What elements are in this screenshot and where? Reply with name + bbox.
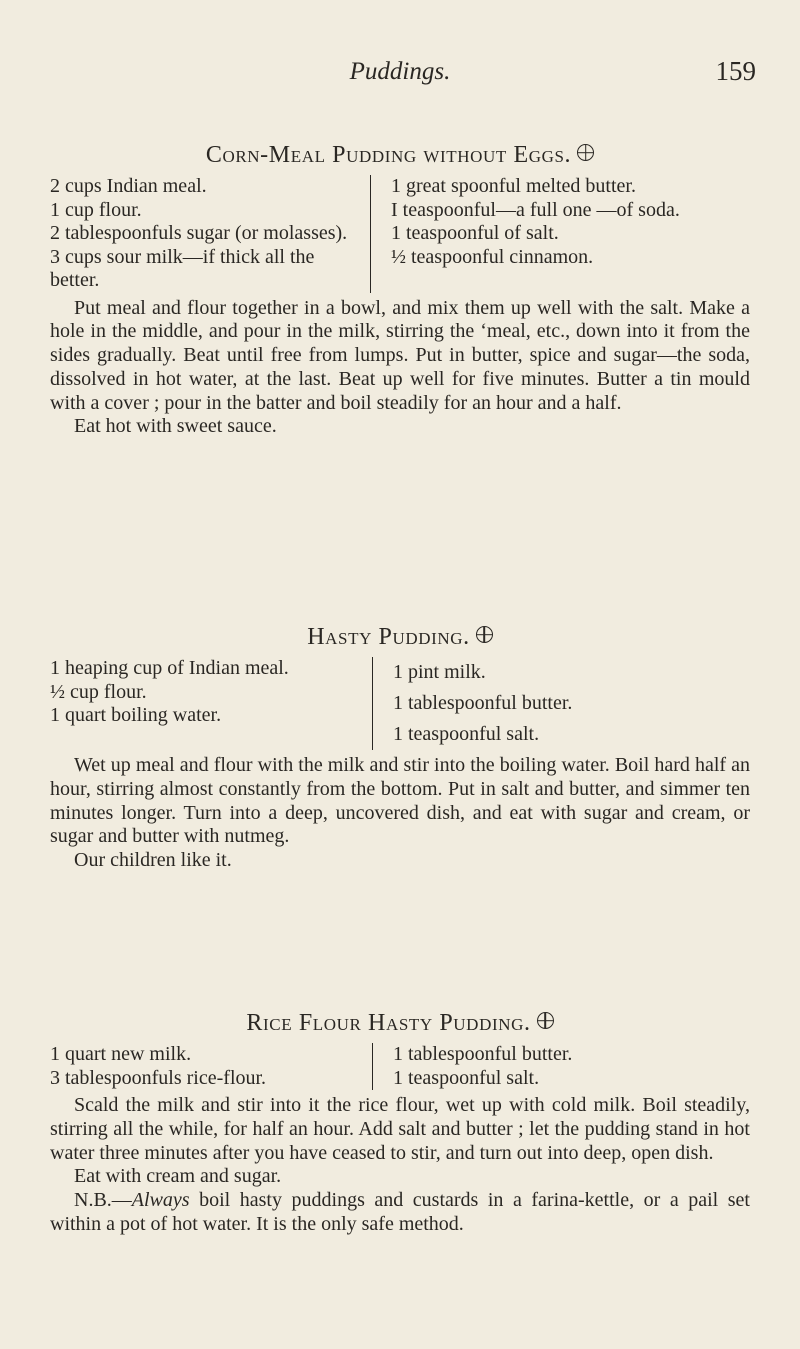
recipe-title: Rice Flour Hasty Pudding.	[50, 1010, 750, 1037]
ingredient-item: 1 quart boiling water.	[50, 704, 222, 726]
direction-paragraph: Wet up meal and flour with the milk and stir into the boiling water. Boil hard half an hour, stirring almost constantly from the bottom. Put in salt and butter, and simmer ten minutes longer. Turn into a deep, uncovered dish, and eat with sugar and cream, or sugar and butter with nutmeg.	[50, 754, 750, 848]
ingredient-item: 3 tablespoonfuls rice-flour.	[50, 1066, 267, 1089]
page-number: 159	[715, 56, 756, 86]
ingredients-list	[50, 657, 750, 750]
ingredients-right-column	[372, 657, 750, 750]
recipe-directions	[50, 297, 750, 440]
running-head	[0, 52, 800, 92]
ingredient-item: 1 teaspoonful of salt.	[391, 222, 559, 244]
direction-paragraph: Put meal and flour together in a bowl, and mix them up well with the salt. Make a hole in the middle, and pour in the milk, stirring the ‘meal, etc., down into it from the sides gradually. Beat until free from lumps. Put in butter, spice and sugar—the soda, dissolved in hot water, at the last. Beat up well for five minutes. Butter a tin mould with a cover ; pour in the batter and boil steadily for an hour and a half.	[50, 296, 750, 414]
note-text: boil hasty puddings and custards in a farina-kettle, or a pail set within a pot of hot water. It is the only safe method.	[50, 1189, 750, 1235]
ingredient-item: 2 tablespoonfuls sugar (or molasses).	[50, 222, 348, 244]
ingredient-item: 1 quart new milk.	[50, 1043, 192, 1065]
running-head-title: Puddings.	[349, 58, 451, 85]
ingredients-right-column	[370, 175, 750, 293]
ingredients-list	[50, 175, 750, 293]
ingredient-item: 1 cup flour.	[50, 198, 142, 221]
ingredients-right-column	[372, 1043, 750, 1090]
direction-paragraph: Scald the milk and stir into it the rice flour, wet up with cold milk. Boil steadily, stirring all the while, for half an hour. Add salt and butter ; let the pudding stand in hot water three minutes after you have ceased to stir, and turn out into deep, open dish.	[50, 1094, 750, 1164]
ingredient-item: 1 teaspoonful salt.	[393, 1066, 540, 1089]
ingredient-item: 3 cups sour milk—if thick all the better.	[50, 245, 315, 291]
recipe-hasty-pudding	[50, 624, 750, 873]
ingredients-left-column	[50, 657, 372, 750]
cross-circle-mark-icon	[577, 144, 594, 161]
recipe-title: Corn-Meal Pudding without Eggs.	[50, 142, 750, 169]
recipe-title: Hasty Pudding.	[50, 624, 750, 651]
direction-paragraph: Eat hot with sweet sauce.	[74, 415, 277, 438]
direction-paragraph: Eat with cream and sugar.	[74, 1165, 282, 1188]
ingredient-item: 2 cups Indian meal.	[50, 175, 207, 197]
ingredients-left-column	[50, 1043, 372, 1090]
note-prefix: N.B.—	[74, 1189, 132, 1212]
recipe-corn-meal-pudding	[50, 142, 750, 439]
ingredient-item: 1 tablespoonful butter.	[393, 1043, 573, 1065]
ingredients-list	[50, 1043, 750, 1090]
ingredient-item: 1 heaping cup of Indian meal.	[50, 657, 289, 679]
cross-circle-mark-icon	[476, 626, 493, 643]
recipe-directions	[50, 1094, 750, 1237]
ingredient-item: ½ teaspoonful cinnamon.	[391, 245, 594, 268]
ingredients-left-column	[50, 175, 370, 293]
ingredient-item: 1 teaspoonful salt.	[393, 723, 540, 745]
recipe-rice-flour-hasty-pudding	[50, 1010, 750, 1237]
ingredient-item: ½ cup flour.	[50, 680, 147, 703]
direction-paragraph: Our children like it.	[74, 849, 232, 872]
ingredient-item: 1 great spoonful melted butter.	[391, 175, 636, 197]
note-paragraph	[50, 1189, 750, 1237]
cross-circle-mark-icon	[537, 1012, 554, 1029]
ingredient-item: 1 pint milk.	[393, 661, 486, 683]
ingredient-item: 1 tablespoonful butter.	[393, 692, 573, 714]
recipe-directions	[50, 754, 750, 873]
note-emphasis: Always	[131, 1189, 190, 1212]
ingredient-item: I teaspoonful—a full one —of soda.	[391, 198, 680, 221]
